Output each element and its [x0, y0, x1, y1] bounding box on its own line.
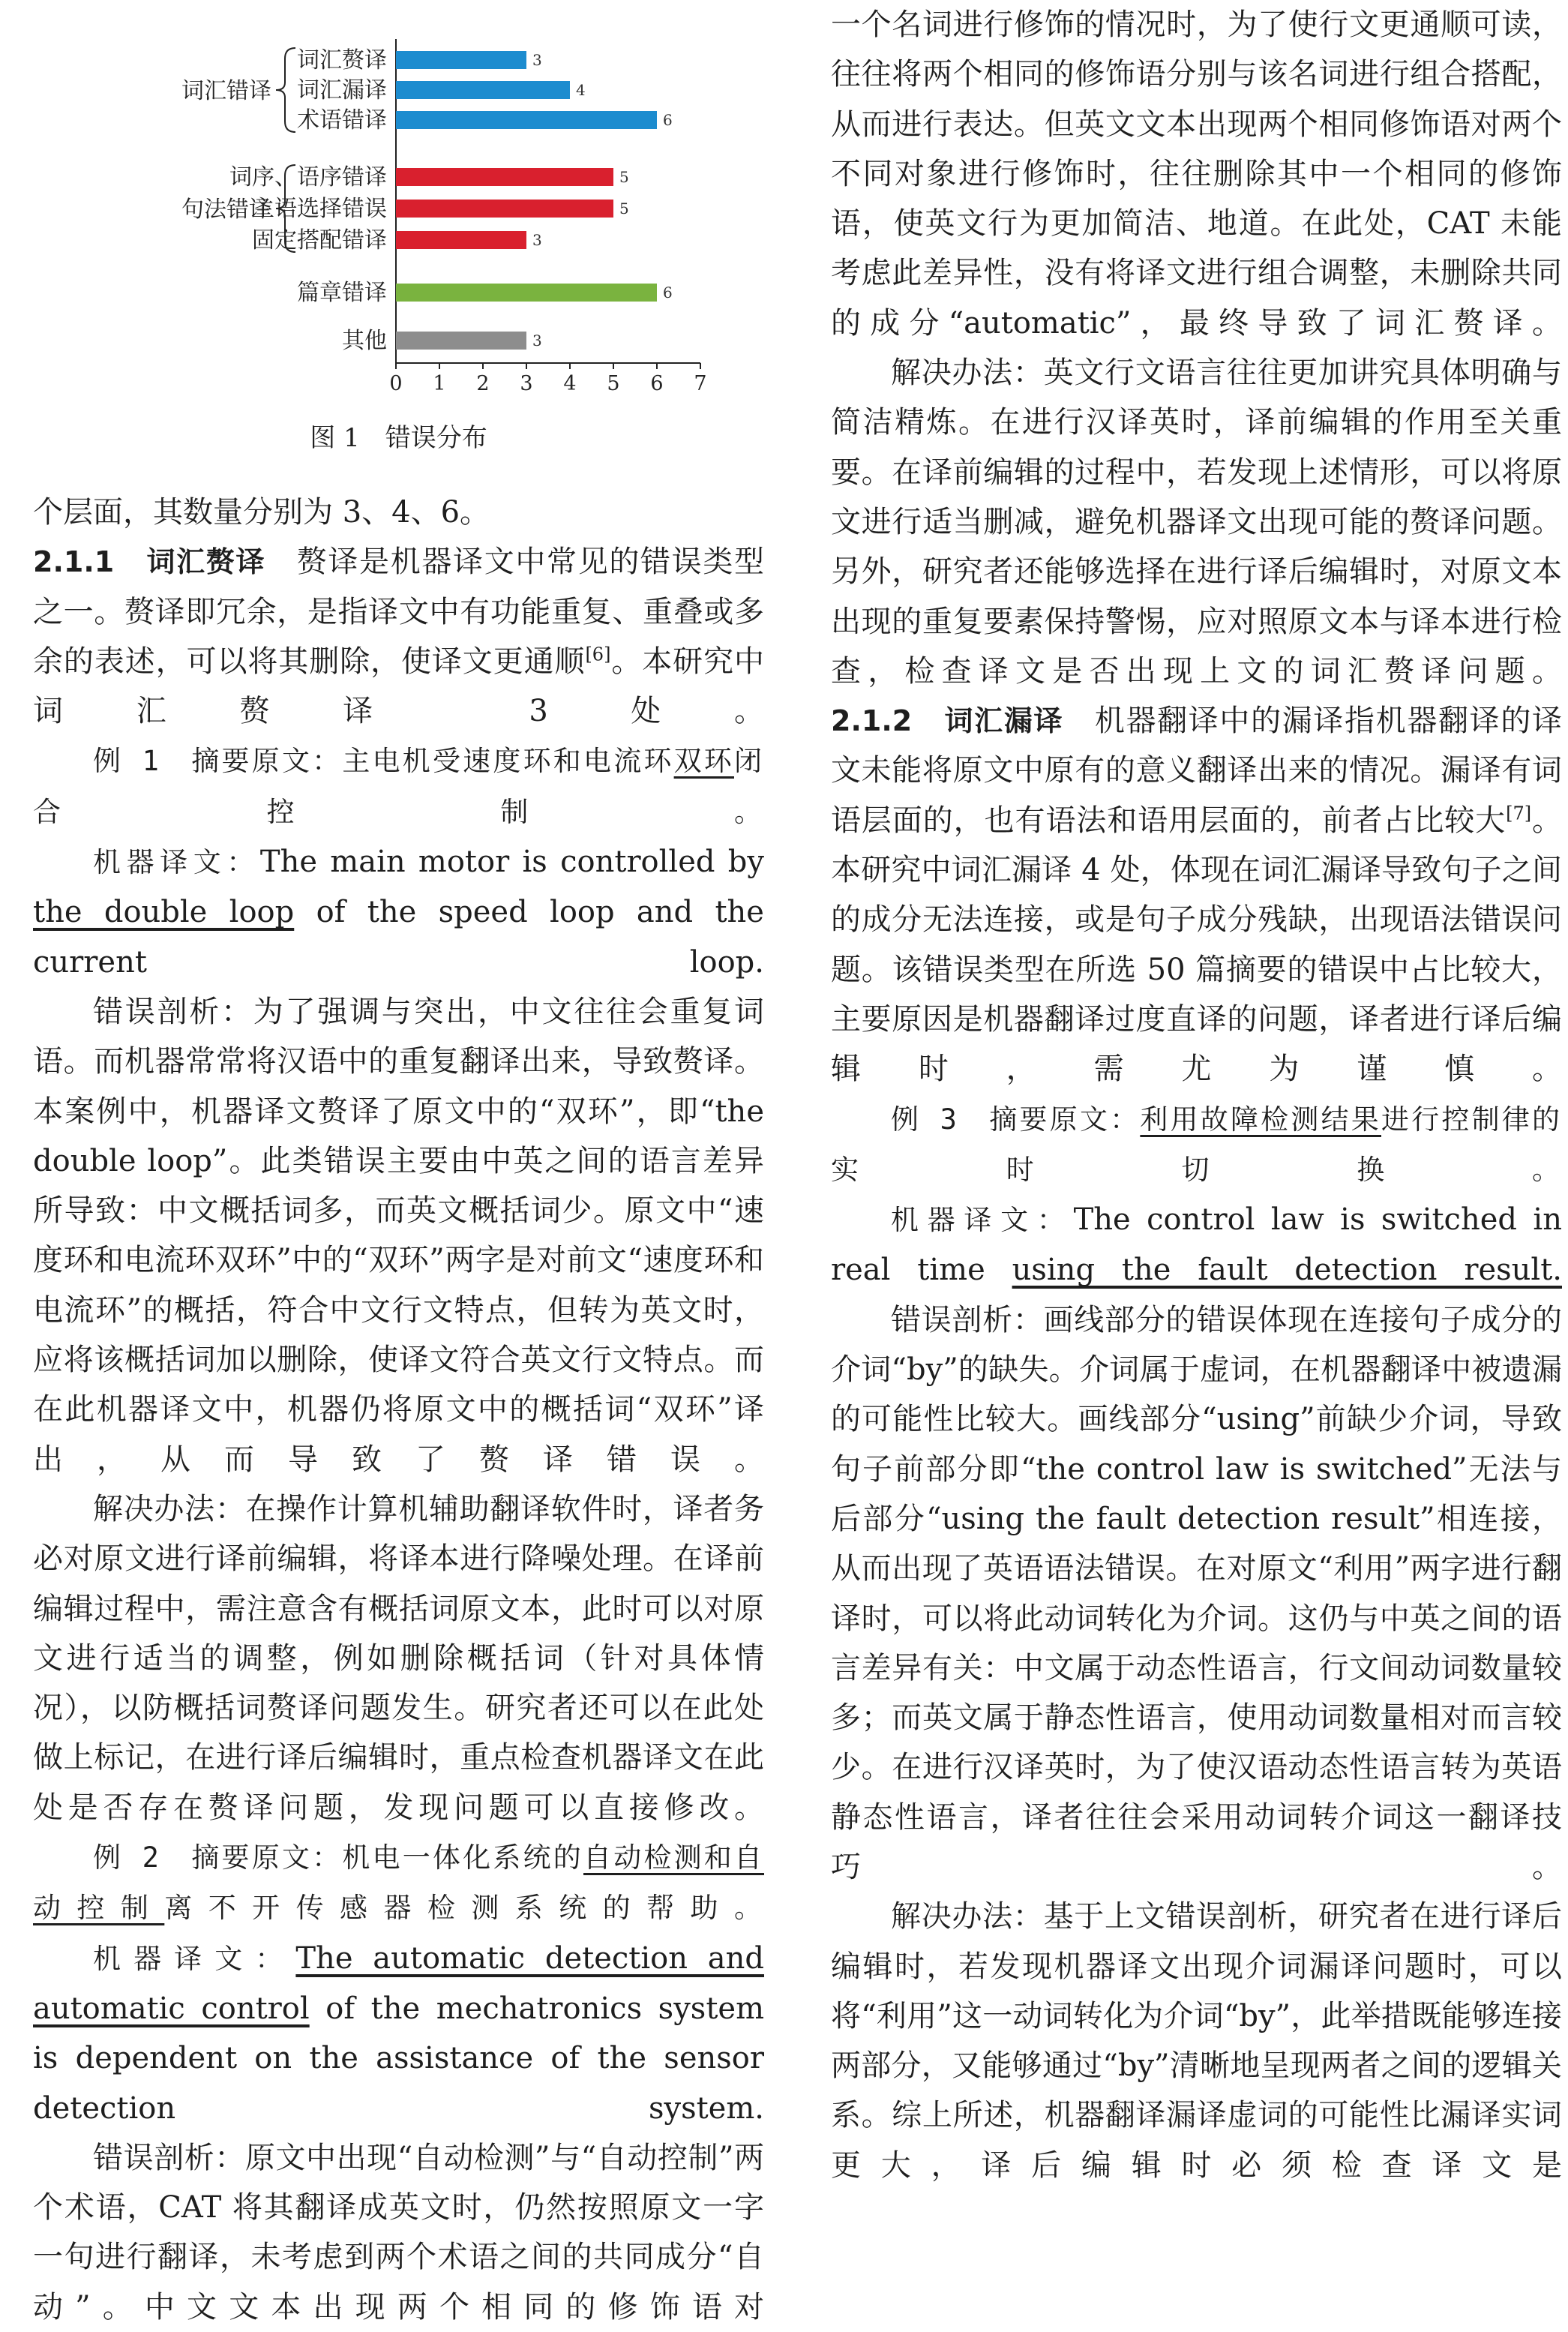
data-label: 6 [663, 111, 673, 129]
data-label: 5 [619, 168, 629, 186]
category-label: 术语错译 [297, 107, 387, 134]
figure-caption: 图 1 错误分布 [310, 423, 487, 453]
x-tick-label: 0 [389, 372, 403, 395]
x-tick-label: 6 [650, 372, 664, 395]
example-1-source: 例 1 摘要原文：主电机受速度环和电流环双环闭合控制。 [33, 745, 764, 828]
underlined-text: the double loop [33, 895, 295, 930]
section-2-1-2: 2.1.2 词汇漏译 机器翻译中的漏译指机器翻译的译文未能将原文中原有的意义翻译出来的情况。漏译有词语层面的，也有语法和语用层面的，前者占比较大[7]。本研究中词汇漏译 4 处，体现在词汇漏译导致句子之间的成分无法连接，或是句子成分残缺，出现语法错误问题。该错误类型在所选 50 篇摘要的错误中占比较大，主要原因是机器翻译过度直译的问题，译者进行译后编辑时，需尤为谨慎。 [831, 704, 1563, 1087]
category-label: 篇章错译 [297, 280, 387, 306]
x-tick-label: 1 [433, 372, 446, 395]
category-label: 词序、语序错译 [229, 164, 387, 191]
analysis-2: 错误剖析：原文中出现“自动检测”与“自动控制”两个术语，CAT 将其翻译成英文时，仍然按照原文一字一句进行翻译，未考虑到两个术语之间的共同成分“自动”。中文文本出现两个相同的修饰语对 [33, 2140, 764, 2324]
bar [396, 332, 526, 350]
bar [396, 231, 526, 249]
group-label: 句法错译 [181, 197, 271, 223]
solution-3: 解决办法：基于上文错误剖析，研究者在进行译后编辑时，若发现机器译文出现介词漏译问题时，可以将“利用”这一动词转化为介词“by”，此举措既能够连接两部分，又能够通过“by”清晰地呈现两者之间的逻辑关系。综上所述，机器翻译漏译虚词的可能性比漏译实词更大，译后编辑时必须检查译文是 [831, 1899, 1562, 2183]
example-2-translation: 机器译文：The automatic detection and automatic control of the mechatronics system is dependent on the assistance of the sensor detection system. [33, 1940, 765, 2126]
analysis-1: 错误剖析：为了强调与突出，中文往往会重复词语。而机器常常将汉语中的重复翻译出来，导致赘译。本案例中，机器译文赘译了原文中的“双环”，即“the double loop”。此类错误主要由中英之间的语言差异所导致：中文概括词多，而英文概括词少。原文中“速度环和电流环双环”中的“双环”两字是对前文“速度环和电流环”的概括，符合中文行文特点，但转为英文时，应将该概括词加以删除，使译文符合英文行文特点。而在此机器译文中，机器仍将原文中的概括词“双环”译出，从而导致了赘译错误。 [33, 994, 764, 1477]
example-3-translation: 机器译文：The control law is switched in real time using the fault detection result. [831, 1202, 1562, 1288]
x-tick-label: 5 [607, 372, 620, 395]
x-tick-label: 7 [694, 372, 707, 395]
category-label: 词汇漏译 [297, 77, 387, 104]
example-2-source: 例 2 摘要原文：机电一体化系统的自动检测和自动控制离不开传感器检测系统的帮助。 [33, 1841, 765, 1925]
group-brace [276, 48, 295, 132]
bar [396, 284, 657, 302]
underlined-text: The automatic detection and automatic control [33, 1940, 765, 2026]
bar [396, 200, 613, 218]
underlined-text: using the fault detection result. [1012, 1253, 1562, 1288]
paragraph: 一个名词进行修饰的情况时，为了使行文更通顺可读，往往将两个相同的修饰语分别与该名词进行组合搭配，从而进行表达。但英文文本出现两个相同修饰语对两个不同对象进行修饰时，往往删除其中一个相同的修饰语，使英文行为更加简洁、地道。在此处，CAT 未能考虑此差异性，没有将译文进行组合调整，未删除共同的成分“automatic”，最终导致了词汇赘译。 [831, 8, 1562, 341]
left-column [33, 0, 764, 2332]
bar [396, 81, 570, 99]
right-column [831, 0, 1562, 2190]
section-2-1-1: 2.1.1 词汇赘译 赘译是机器译文中常见的错误类型之一。赘译即冗余，是指译文中有功能重复、重叠或多余的表述，可以将其删除，使译文更通顺[6]。本研究中词汇赘译 3 处。 [33, 545, 765, 729]
paragraph: 个层面，其数量分别为 3、4、6。 [33, 495, 490, 530]
solution-1: 解决办法：在操作计算机辅助翻译软件时，译者务必对原文进行译前编辑，将译本进行降噪处理。在译前编辑过程中，需注意含有概括词原文本，此时可以对原文进行适当的调整，例如删除概括词（针对具体情况），以防概括词赘译问题发生。研究者还可以在此处做上标记，在进行译后编辑时，重点检查机器译文在此处是否存在赘译问题，发现问题可以直接修改。 [33, 1491, 764, 1825]
category-label: 其他 [342, 328, 387, 354]
data-label: 3 [532, 51, 542, 69]
group-label: 词汇错译 [181, 78, 271, 104]
citation: [7] [1506, 803, 1532, 824]
underlined-text: 利用故障检测结果 [1140, 1103, 1381, 1136]
category-label: 词汇赘译 [297, 47, 387, 74]
section-number: 2.1.2 [831, 704, 913, 738]
section-title: 词汇漏译 [944, 704, 1064, 738]
bar [396, 111, 657, 129]
section-number: 2.1.1 [33, 545, 115, 579]
example-1-translation: 机器译文：The main motor is controlled by the double loop of the speed loop and the current loop. [33, 845, 764, 980]
section-title: 词汇赘译 [146, 545, 266, 579]
citation: [6] [585, 644, 611, 665]
example-3-source: 例 3 摘要原文：利用故障检测结果进行控制律的实时切换。 [831, 1103, 1563, 1186]
data-label: 6 [663, 284, 673, 302]
x-tick-label: 4 [563, 372, 577, 395]
bar [396, 168, 613, 186]
underlined-text: 双环 [673, 745, 734, 778]
x-tick-label: 3 [520, 372, 533, 395]
category-label: 主语选择错误 [252, 196, 387, 222]
error-distribution-chart [33, 0, 764, 420]
bar [396, 51, 526, 69]
solution-2: 解决办法：英文行文语言往往更加讲究具体明确与简洁精炼。在进行汉译英时，译前编辑的作用至关重要。在译前编辑的过程中，若发现上述情形，可以将原文进行适当删减，避免机器译文出现可能的赘译问题。另外，研究者还能够选择在进行译后编辑时，对原文本出现的重复要素保持警惕，应对照原文本与译本进行检查，检查译文是否出现上文的词汇赘译问题。 [831, 356, 1562, 689]
analysis-3: 错误剖析：画线部分的错误体现在连接句子成分的介词“by”的缺失。介词属于虚词，在机器翻译中被遗漏的可能性比较大。画线部分“using”前缺少介词，导致句子前部分即“the control law is switched”无法与后部分“using the fault detection result”相连接，从而出现了英语语法错误。在对原文“利用”两字进行翻译时，可以将此动词转化为介词。这仍与中英之间的语言差异有关：中文属于动态性语言，行文间动词数量较多；而英文属于静态性语言，使用动词数量相对而言较少。在进行汉译英时，为了使汉语动态性语言转为英语静态性语言，译者往往会采用动词转介词这一翻译技巧。 [831, 1302, 1562, 1884]
underlined-text: 自动检测和自动控制 [33, 1841, 765, 1925]
data-label: 5 [619, 200, 629, 218]
data-label: 4 [576, 81, 586, 99]
figure-1 [33, 0, 764, 488]
data-label: 3 [532, 231, 542, 249]
data-label: 3 [532, 332, 542, 350]
x-tick-label: 2 [476, 372, 490, 395]
category-label: 固定搭配错译 [252, 227, 387, 254]
